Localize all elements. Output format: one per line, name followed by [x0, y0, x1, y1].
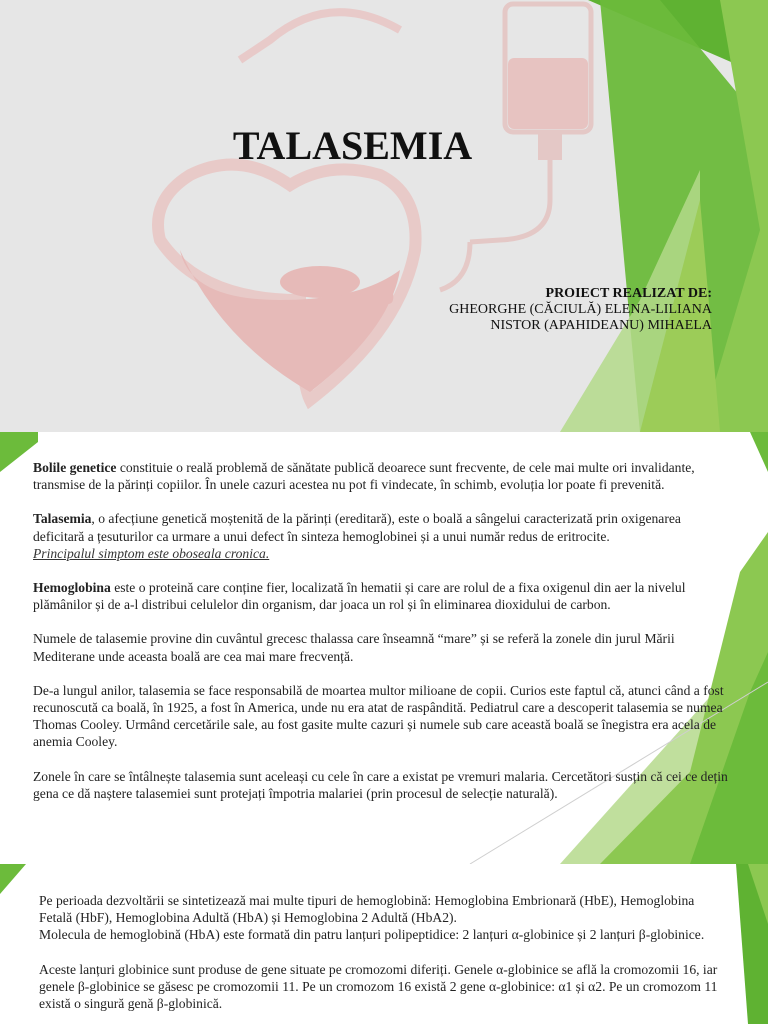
author-name: GHEORGHE (CĂCIULĂ) ELENA-LILIANA: [449, 302, 712, 317]
paragraph-text: Molecula de hemoglobină (HbA) este formată din patru lanțuri polipeptidice: 2 lanțuri α-globinice și 2 lanțuri β-globinice.: [39, 927, 705, 943]
paragraph: Numele de talasemie provine din cuvântul grecesc thalassa care înseamnă “mare” și se referă la zonele din jurul Mării Mediterane unde aceasta boală are cea mai mare frecvență.: [33, 631, 675, 664]
bold-term: Talasemia: [33, 511, 92, 527]
paragraph: De-a lungul anilor, talasemia se face responsabilă de moartea multor milioane de copii. Curios este faptul că, atunci când a fost recunoscută ca boală, în 1925, a fost în America, unde nu era atat de raspândită. Pediatrul care a descoperit talasemia se numea Thomas Cooley. Urmând cercetările sale, au fost gasite multe cazuri și numele sub care această boală se înegistra era acela de anemia Cooley.: [33, 682, 724, 750]
emphasis-text: Principalul simptom este oboseala cronica.: [33, 545, 270, 561]
text-body: [33, 459, 735, 819]
paragraph-text: este o proteină care conține fier, localizată în hematii și care are rolul de a fixa oxigenul din aer la nivelul plămânilor și de a-l distribui celulelor din organism, dar joaca un rol și în eliminarea dioxidului de carbon.: [33, 580, 686, 613]
paragraph: Zonele în care se întâlnește talasemia sunt aceleași cu cele în care a existat pe vremuri malaria. Cercetători susțin că cei ce dețin gena ce dă naștere talasemiei sunt protejați împotria malariei (prin procesul de selecție naturală).: [33, 768, 728, 801]
paragraph-text: , o afecțiune genetică moștenită de la părinți (ereditară), este o boală a sângelui caracterizată prin oxigenarea deficitară a țesuturilor ca urmare a unui defect în sinteza hemoglobinei și a unui număr redus de eritrocite.: [33, 511, 681, 544]
content-slide-2: [0, 864, 768, 1024]
page-title: TALASEMIA: [232, 123, 473, 168]
paragraph-text: constituie o reală problemă de sănătate publică deoarece sunt frecvente, de cele mai multe ori invalidante, transmise de la părinți copiilor. În unele cazuri acestea nu pot fi vindecate, în schimb, evoluția lor poate fi prevenită.: [33, 460, 695, 493]
heart-icon: [158, 12, 416, 400]
authors-label: PROIECT REALIZAT DE:: [545, 286, 712, 301]
paragraph: [33, 459, 735, 493]
paragraph: [39, 892, 729, 944]
title-slide: [0, 0, 768, 432]
bold-term: Hemoglobina: [33, 580, 111, 596]
paragraph-text: Pe perioada dezvoltării se sintetizează mai multe tipuri de hemoglobină: Hemoglobina Embrionară (HbE), Hemoglobina Fetală (HbF), Hemoglobina Adultă (HbA) și Hemoglobina 2 Adultă (HbA2).: [39, 893, 695, 926]
text-body: [39, 892, 729, 1024]
authors-block: [449, 286, 712, 334]
paragraph: [33, 579, 735, 613]
bold-term: Bolile genetice: [33, 460, 117, 475]
paragraph: [33, 510, 735, 562]
paragraph: Aceste lanțuri globinice sunt produse de gene situate pe cromozomi diferiți. Genele α-globinice se află la cromozomii 16, iar genele β-globinice se găsesc pe cromozomii 11. Pe un cromozom 16 există 2 gene α-globinice: α1 și α2. Pe un cromozom 11 există o singură genă β-globinică.: [39, 961, 718, 1012]
author-name: NISTOR (APAHIDEANU) MIHAELA: [490, 318, 712, 333]
content-slide-1: [0, 432, 768, 864]
slide1-background: [0, 0, 768, 432]
